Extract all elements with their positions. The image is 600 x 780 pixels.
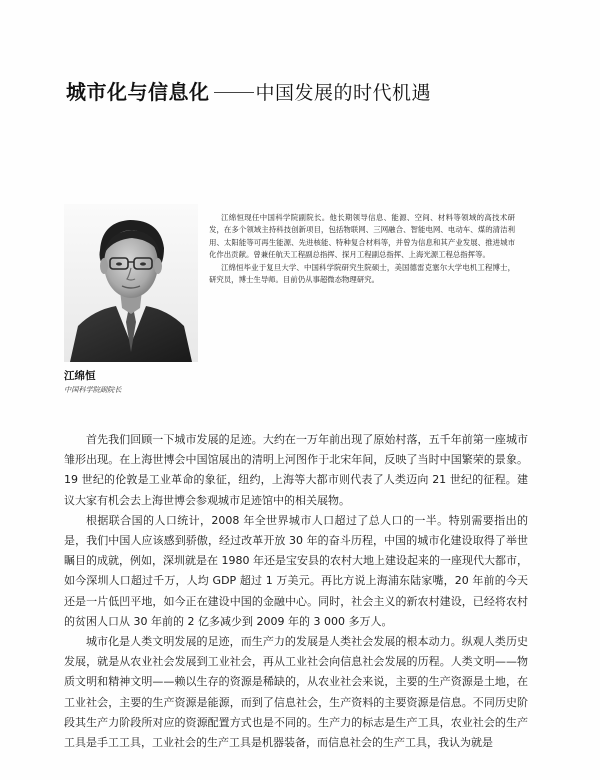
title-dash: [214, 92, 254, 93]
author-name: 江绵恒: [64, 370, 96, 382]
body-paragraph: 城市化是人类文明发展的足迹，而生产力的发展是人类社会发展的根本动力。纵观人类历史发展，就是从农业社会发展到工业社会，再从工业社会向信息社会发展的历程。人类文明——物质文明和精神文明——赖以生存的资源是稀缺的，从农业社会来说，主要的生产资源是土地，在工业社会，主要的生产资源是能源，而到了信息社会，生产资料的主要资源是信息。不同历史阶段其生产力阶段所对应的资源配置方式也是不同的。生产力的标志是生产工具，农业社会的生产工具是手工工具，工业社会的生产工具是机器装备，而信息社会的生产工具，我认为就是: [64, 635, 528, 750]
title-subtitle: 中国发展的时代机遇: [255, 82, 432, 104]
body-paragraph: 根据联合国的人口统计，2008 年全世界城市人口超过了总人口的一半。特别需要指出的是，我们中国人应该感到骄傲，经过改革开放 30 年的奋斗历程，中国的城市化建设取得了举世瞩目的成就，例如，深圳就是在 1980 年还是宝安县的农村大地上建设起来的一座现代大都市，如今深圳人口超过千万，人均 GDP 超过 1 万美元。再比方说上海浦东陆家嘴，20 年前的今天还是一片低凹平地，如今正在建设中国的金融中心。同时，社会主义的新农村建设，已经将农村的贫困人口从 30 年前的 2 亿多减少到 2009 年的 3 000 多万人。: [64, 513, 528, 628]
body-paragraph: 首先我们回顾一下城市发展的足迹。大约在一万年前出现了原始村落，五千年前第一座城市雏形出现。在上海世博会中国馆展出的清明上河图作于北宋年间，反映了当时中国繁荣的景象。19 世纪的伦敦是工业革命的象征，纽约，上海等大都市则代表了人类迈向 21 世纪的征程。建议大家有机会去上海世博会参观城市足迹馆中的相关展物。: [64, 433, 528, 507]
author-bio: [209, 212, 515, 286]
article-body: [64, 430, 528, 753]
bio-paragraph: 江绵恒现任中国科学院副院长。他长期领导信息、能源、空间、材料等领域的高技术研发，在多个领域主持科技创新项目，包括物联网、三网融合、智能电网、电动车、煤的清洁利用、太阳能等可再生能源、先进核能、特种复合材料等，并曾为信息和其产业发展、推进城市化作出贡献。曾兼任航天工程副总指挥、探月工程副总指挥、上海光源工程总指挥等。: [209, 213, 515, 260]
article-title: [66, 76, 536, 105]
author-photo: [64, 204, 198, 362]
author-position: 中国科学院副院长: [64, 385, 122, 394]
title-main: 城市化与信息化: [66, 80, 210, 104]
bio-paragraph: 江绵恒毕业于复旦大学、中国科学院研究生院硕士，美国德雷克塞尔大学电机工程博士，研究员，博士生导师。目前仍从事超微态物理研究。: [209, 262, 515, 285]
